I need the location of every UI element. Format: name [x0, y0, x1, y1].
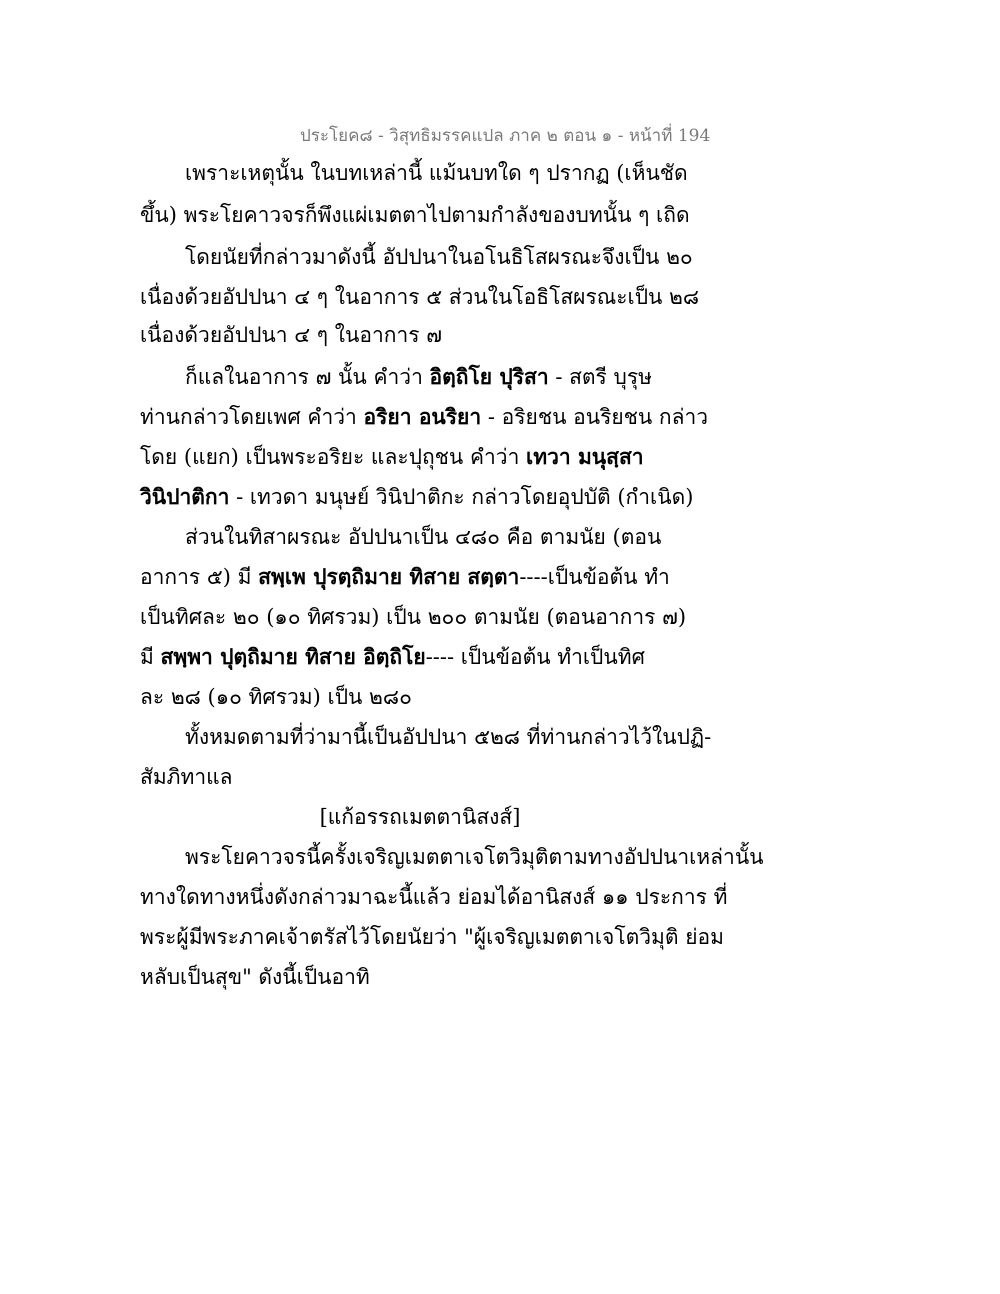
text-line: สัมภิทาแล — [140, 765, 233, 789]
text-line: พระโยคาวจรนี้ครั้งเจริญเมตตาเจโตวิมุติตามทางอัปปนาเหล่านั้น — [185, 845, 764, 869]
text-line — [140, 562, 700, 592]
text-span: โดย (แยก) เป็นพระอริยะ และปุถุชน คำว่า — [140, 445, 527, 469]
pali-term: สพฺพา ปุตฺถิมาย ทิสาย อิตฺถิโย — [160, 644, 426, 669]
text-span: ก็แลในอาการ ๗ นั้น คำว่า — [185, 365, 430, 389]
text-line: หลับเป็นสุข" ดังนี้เป็นอาทิ — [140, 965, 370, 989]
text-span: - เทวดา มนุษย์ วินิปาติกะ กล่าวโดยอุปบัติ (กำเนิด) — [229, 485, 694, 509]
text-span: ท่านกล่าวโดยเพศ คำว่า — [140, 405, 364, 429]
text-span: มี — [140, 645, 161, 669]
text-line — [140, 442, 700, 472]
text-span: อาการ ๕) มี — [140, 565, 259, 589]
section-heading: [แก้อรรถเมตตานิสงส์] — [319, 805, 521, 829]
text-line: พระผู้มีพระภาคเจ้าตรัสไว้โดยนัยว่า "ผู้เจริญเมตตาเจโตวิมุติ ย่อม — [140, 925, 724, 949]
text-line — [140, 402, 709, 432]
pali-term: อริยา อนริยา — [363, 404, 482, 429]
text-span: - อริยชน อนริยชน กล่าว — [481, 405, 709, 429]
pali-term: อิตฺถิโย ปุริสา — [429, 364, 549, 389]
text-line: ขึ้น) พระโยคาวจรก็พึงแผ่เมตตาไปตามกำลังของบทนั้น ๆ เถิด — [140, 203, 690, 227]
text-line — [185, 362, 745, 392]
text-span: ----เป็นข้อต้น ทำ — [519, 565, 670, 589]
text-line: เพราะเหตุนั้น ในบทเหล่านี้ แม้นบทใด ๆ ปรากฏ (เห็นชัด — [185, 161, 688, 185]
text-line: โดยนัยที่กล่าวมาดังนี้ อัปปนาในอโนธิโสผรณะจึงเป็น ๒๐ — [185, 245, 693, 269]
text-span: - สตรี บุรุษ — [548, 365, 652, 389]
text-line: เนื่องด้วยอัปปนา ๔ ๆ ในอาการ ๗ — [140, 323, 443, 347]
pali-term: เทวา มนุสฺสา — [526, 444, 644, 469]
pali-term: วินิปาติกา — [140, 484, 230, 509]
text-span: ---- เป็นข้อต้น ทำเป็นทิศ — [425, 645, 645, 669]
text-line: เป็นทิศละ ๒๐ (๑๐ ทิศรวม) เป็น ๒๐๐ ตามนัย (ตอนอาการ ๗) — [140, 605, 687, 629]
text-line: ทั้งหมดตามที่ว่ามานี้เป็นอัปปนา ๕๒๘ ที่ท่านกล่าวไว้ในปฏิ- — [185, 725, 712, 749]
text-line: ทางใดทางหนึ่งดังกล่าวมาฉะนี้แล้ว ย่อมได้อานิสงส์ ๑๑ ประการ ที่ — [140, 885, 728, 909]
text-line — [140, 482, 700, 512]
text-line: เนื่องด้วยอัปปนา ๔ ๆ ในอาการ ๕ ส่วนในโอธิโสผรณะเป็น ๒๘ — [140, 285, 700, 309]
text-line — [140, 642, 700, 672]
page-header: ประโยค๘ - วิสุทธิมรรคแปล ภาค ๒ ตอน ๑ - หน้าที่ 194 — [300, 126, 711, 146]
text-line: ละ ๒๘ (๑๐ ทิศรวม) เป็น ๒๘๐ — [140, 685, 412, 709]
text-line: ส่วนในทิสาผรณะ อัปปนาเป็น ๔๘๐ คือ ตามนัย (ตอน — [185, 525, 662, 549]
pali-term: สพฺเพ ปุรตฺถิมาย ทิสาย สตฺตา — [258, 564, 520, 589]
